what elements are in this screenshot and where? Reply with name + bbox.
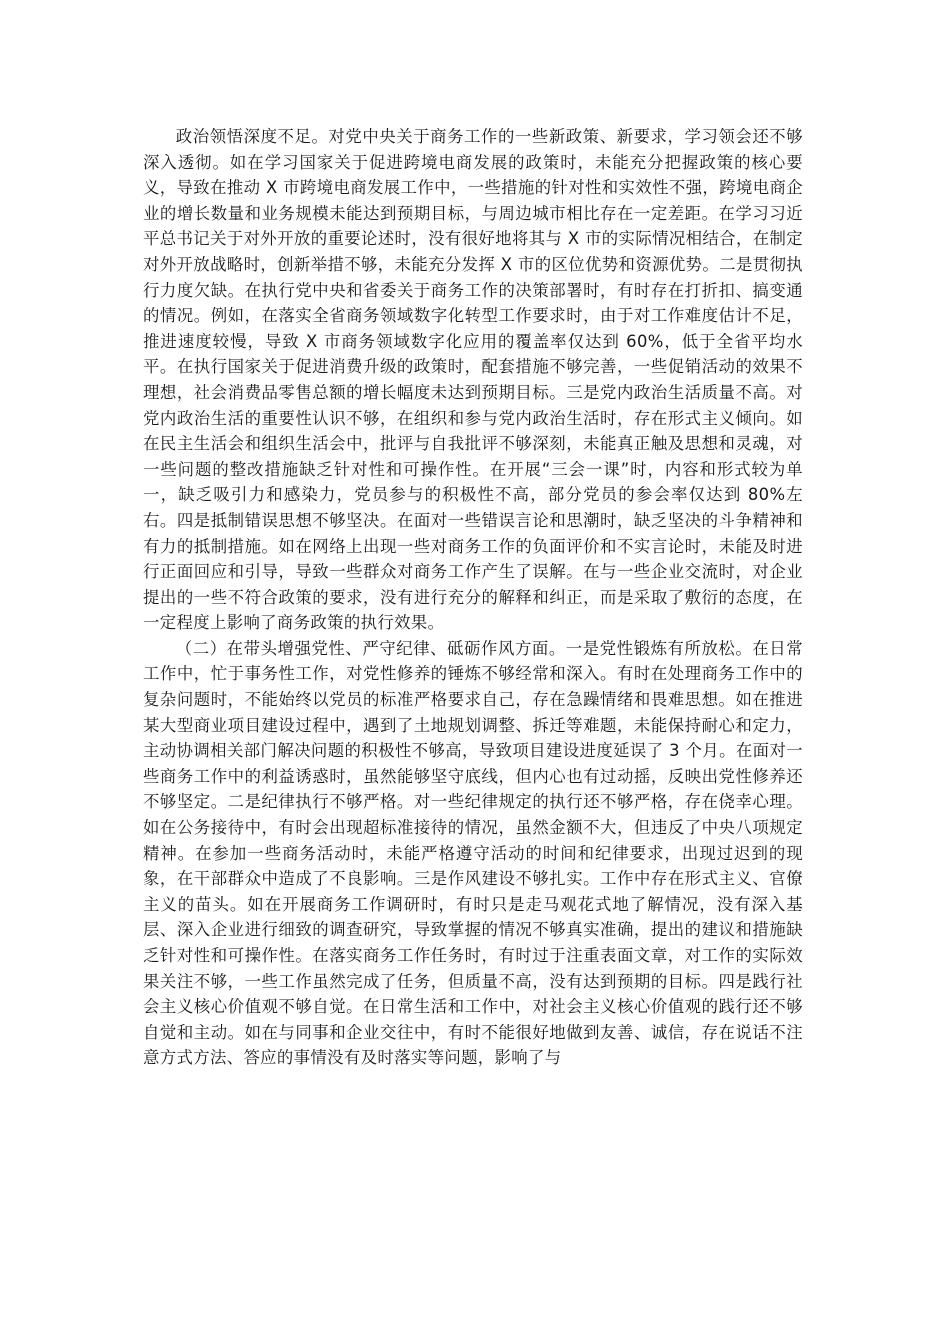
paragraph-political-awareness: 政治领悟深度不足。对党中央关于商务工作的一些新政策、新要求，学习领会还不够深入透彻。如在学习国家关于促进跨境电商发展的政策时，未能充分把握政策的核心要义，导致在推动 X 市跨境电商发展工作中，一些措施的针对性和实效性不强，跨境电商企业的增长数量和业务规模未能达到预期目标，与周边城市相比存在一定差距。在学习习近平总书记关于对外开放的重要论述时，没有很好地将其与 X 市的实际情况相结合，在制定对外开放战略时，创新举措不够，未能充分发挥 X 市的区位优势和资源优势。二是贯彻执行力度欠缺。在执行党中央和省委关于商务工作的决策部署时，有时存在打折扣、搞变通的情况。例如，在落实全省商务领域数字化转型工作要求时，由于对工作难度估计不足，推进速度较慢，导致 X 市商务领域数字化应用的覆盖率仅达到 60%，低于全省平均水平。在执行国家关于促进消费升级的政策时，配套措施不够完善，一些促销活动的效果不理想，社会消费品零售总额的增长幅度未达到预期目标。三是党内政治生活质量不高。对党内政治生活的重要性认识不够，在组织和参与党内政治生活时，存在形式主义倾向。如在民主生活会和组织生活会中，批评与自我批评不够深刻，未能真正触及思想和灵魂，对一些问题的整改措施缺乏针对性和可操作性。在开展“三会一课”时，内容和形式较为单一，缺乏吸引力和感染力，党员参与的积极性不高，部分党员的参会率仅达到 80%左右。四是抵制错误思想不够坚决。在面对一些错误言论和思潮时，缺乏坚决的斗争精神和有力的抵制措施。如在网络上出现一些对商务工作的负面评价和不实言论时，未能及时进行正面回应和引导，导致一些群众对商务工作产生了误解。在与一些企业交流时，对企业提出的一些不符合政策的要求，没有进行充分的解释和纠正，而是采取了敷衍的态度，在一定程度上影响了商务政策的执行效果。 <box>143 127 803 633</box>
paragraph-party-spirit-discipline: （二）在带头增强党性、严守纪律、砥砺作风方面。一是党性锻炼有所放松。在日常工作中，忙于事务性工作，对党性修养的锤炼不够经常和深入。有时在处理商务工作中的复杂问题时，不能始终以党员的标准严格要求自己，存在急躁情绪和畏难思想。如在推进某大型商业项目建设过程中，遇到了土地规划调整、拆迁等难题，未能保持耐心和定力，主动协调相关部门解决问题的积极性不够高，导致项目建设进度延误了 3 个月。在面对一些商务工作中的利益诱惑时，虽然能够坚守底线，但内心也有过动摇，反映出党性修养还不够坚定。二是纪律执行不够严格。对一些纪律规定的执行还不够严格，存在侥幸心理。如在公务接待中，有时会出现超标准接待的情况，虽然金额不大，但违反了中央八项规定精神。在参加一些商务活动时，未能严格遵守活动的时间和纪律要求，出现过迟到的现象，在干部群众中造成了不良影响。三是作风建设不够扎实。工作中存在形式主义、官僚主义的苗头。如在开展商务工作调研时，有时只是走马观花式地了解情况，没有深入基层、深入企业进行细致的调查研究，导致掌握的情况不够真实准确，提出的建议和措施缺乏针对性和可操作性。在落实商务工作任务时，有时过于注重表面文章，对工作的实际效果关注不够，一些工作虽然完成了任务，但质量不高，没有达到预期的目标。四是践行社会主义核心价值观不够自觉。在日常生活和工作中，对社会主义核心价值观的践行还不够自觉和主动。如在与同事和企业交往中，有时不能很好地做到友善、诚信，存在说话不注意方式方法、答应的事情没有及时落实等问题，影响了与 <box>143 638 803 1068</box>
document-page <box>143 124 803 1071</box>
